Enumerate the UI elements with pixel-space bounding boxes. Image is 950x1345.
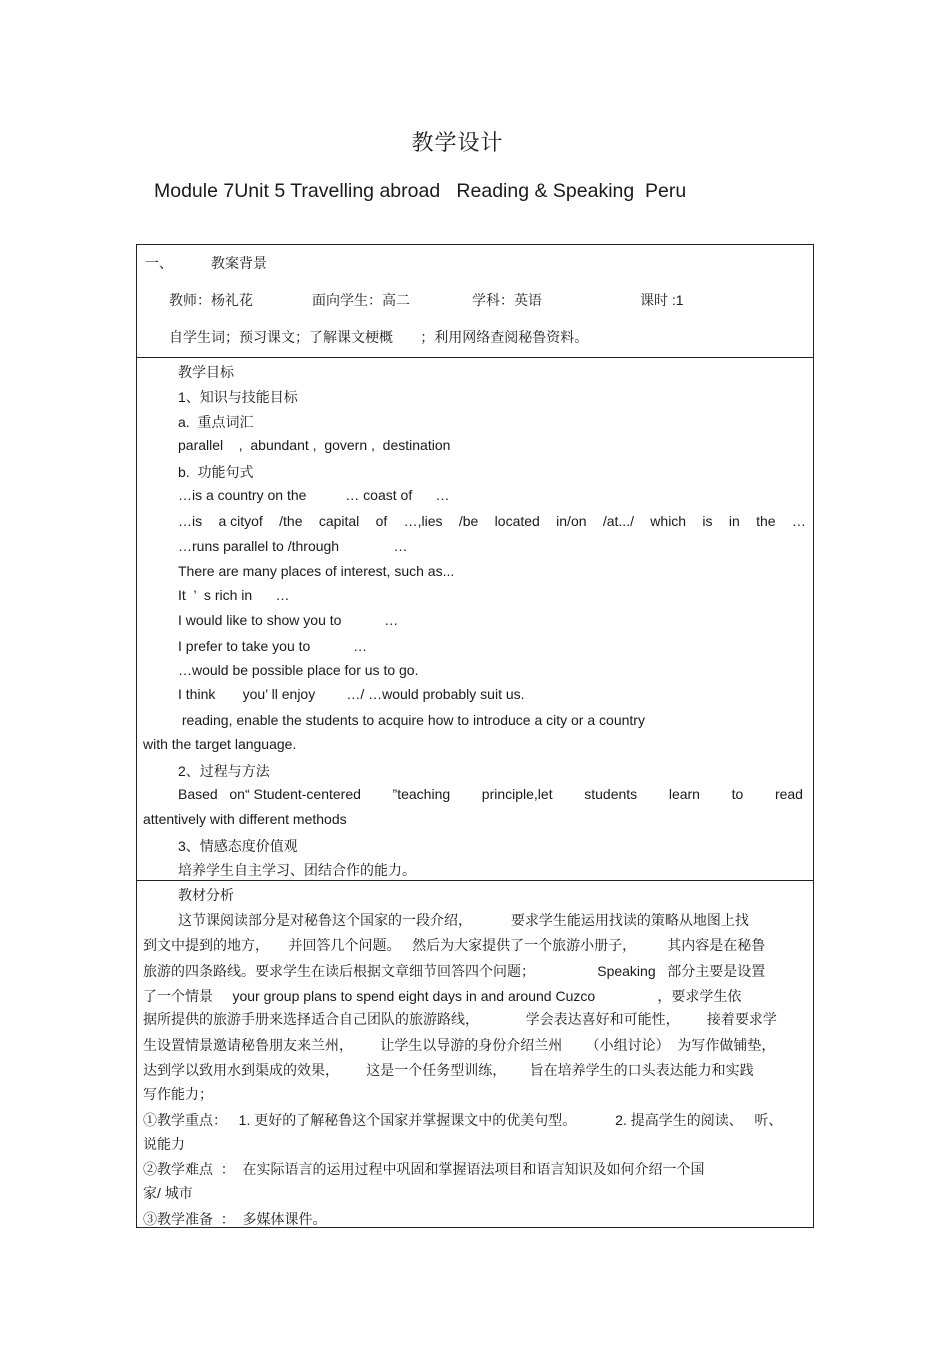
goal-heading: 2、过程与方法	[178, 763, 270, 779]
section-objectives	[137, 358, 813, 881]
subheading: b. 功能句式	[178, 464, 254, 480]
section-heading: 教材分析	[178, 887, 234, 903]
analysis-line: 旅游的四条路线。要求学生在读后根据文章细节回答四个问题； Speaking 部分主要是设置	[143, 963, 766, 979]
method-text-cont: attentively with different methods	[143, 811, 347, 827]
module-title: Module 7Unit 5 Travelling abroad Reading & Speaking Peru	[154, 180, 687, 202]
subject: 学科：英语	[472, 292, 542, 308]
section-heading: 教学目标	[178, 364, 234, 380]
subheading: a. 重点词汇	[178, 414, 254, 430]
analysis-line: 据所提供的旅游手册来选择适合自己团队的旅游路线， 学会表达喜好和可能性， 接着要求学	[143, 1011, 777, 1027]
teaching-preparation: ③教学准备 ： 多媒体课件。	[143, 1211, 327, 1227]
sentence-pattern: I think you’ ll enjoy …/ …would probably suit us.	[178, 686, 525, 702]
sentence-pattern: …is a cityof /the capital of …,lies /be located in/on /at.../ which is in the …	[178, 513, 806, 529]
section-background	[137, 245, 813, 358]
section-number: 一、	[145, 255, 173, 271]
analysis-line: 了一个情景 your group plans to spend eight days in and around Cuzco ，要求学生依	[143, 988, 742, 1004]
sentence-pattern: …would be possible place for us to go.	[178, 662, 419, 678]
key-points-cont: 说能力	[143, 1136, 185, 1152]
sentence-pattern: I prefer to take you to …	[178, 638, 368, 654]
section-heading: 教案背景	[211, 255, 267, 271]
page-title: 教学设计	[411, 131, 504, 156]
goal-heading: 3、情感态度价值观	[178, 838, 298, 854]
preparation-text: 自学生词；预习课文；了解课文梗概 ；利用网络查阅秘鲁资料。	[169, 329, 589, 345]
analysis-line: 到文中提到的地方， 并回答几个问题。 然后为大家提供了一个旅游小册子， 其内容是在秘鲁	[143, 937, 766, 953]
vocabulary-list: parallel , abundant , govern , destination	[178, 437, 451, 453]
sentence-pattern: There are many places of interest, such as...	[178, 563, 455, 579]
goal-heading: 1、知识与技能目标	[178, 389, 298, 405]
method-text: Based on“ Student-centered ”teaching principle,let students learn to read	[178, 786, 803, 802]
difficult-points-cont: 家/ 城市	[143, 1185, 193, 1201]
section-analysis	[137, 881, 813, 1227]
attitude-text: 培养学生自主学习、团结合作的能力。	[178, 862, 416, 878]
analysis-line: 达到学以致用水到渠成的效果， 这是一个任务型训练， 旨在培养学生的口头表达能力和实践	[143, 1062, 754, 1078]
key-points: ①教学重点： 1. 更好的了解秘鲁这个国家并掌握课文中的优美句型。 2. 提高学生的阅读、 听、	[143, 1112, 783, 1128]
analysis-line: 写作能力；	[143, 1086, 213, 1102]
analysis-line: 生设置情景邀请秘鲁朋友来兰州， 让学生以导游的身份介绍兰州 （小组讨论） 为写作做铺垫，	[143, 1037, 776, 1053]
class-periods: 课时 :1	[640, 292, 684, 308]
sentence-pattern: …is a country on the … coast of …	[178, 487, 450, 503]
reading-goal: reading, enable the students to acquire how to introduce a city or a country	[178, 712, 645, 728]
reading-goal-cont: with the target language.	[143, 736, 297, 752]
sentence-pattern: …runs parallel to /through …	[178, 538, 408, 554]
lesson-plan-table	[136, 244, 814, 1228]
difficult-points: ②教学难点 ： 在实际语言的运用过程中巩固和掌握语法项目和语言知识及如何介绍一个国	[143, 1161, 705, 1177]
teacher-name: 教师：杨礼花	[169, 292, 253, 308]
sentence-pattern: I would like to show you to …	[178, 612, 399, 628]
sentence-pattern: It ’ s rich in …	[178, 587, 290, 603]
target-students: 面向学生：高二	[312, 292, 410, 308]
analysis-line: 这节课阅读部分是对秘鲁这个国家的一段介绍， 要求学生能运用找读的策略从地图上找	[178, 912, 749, 928]
